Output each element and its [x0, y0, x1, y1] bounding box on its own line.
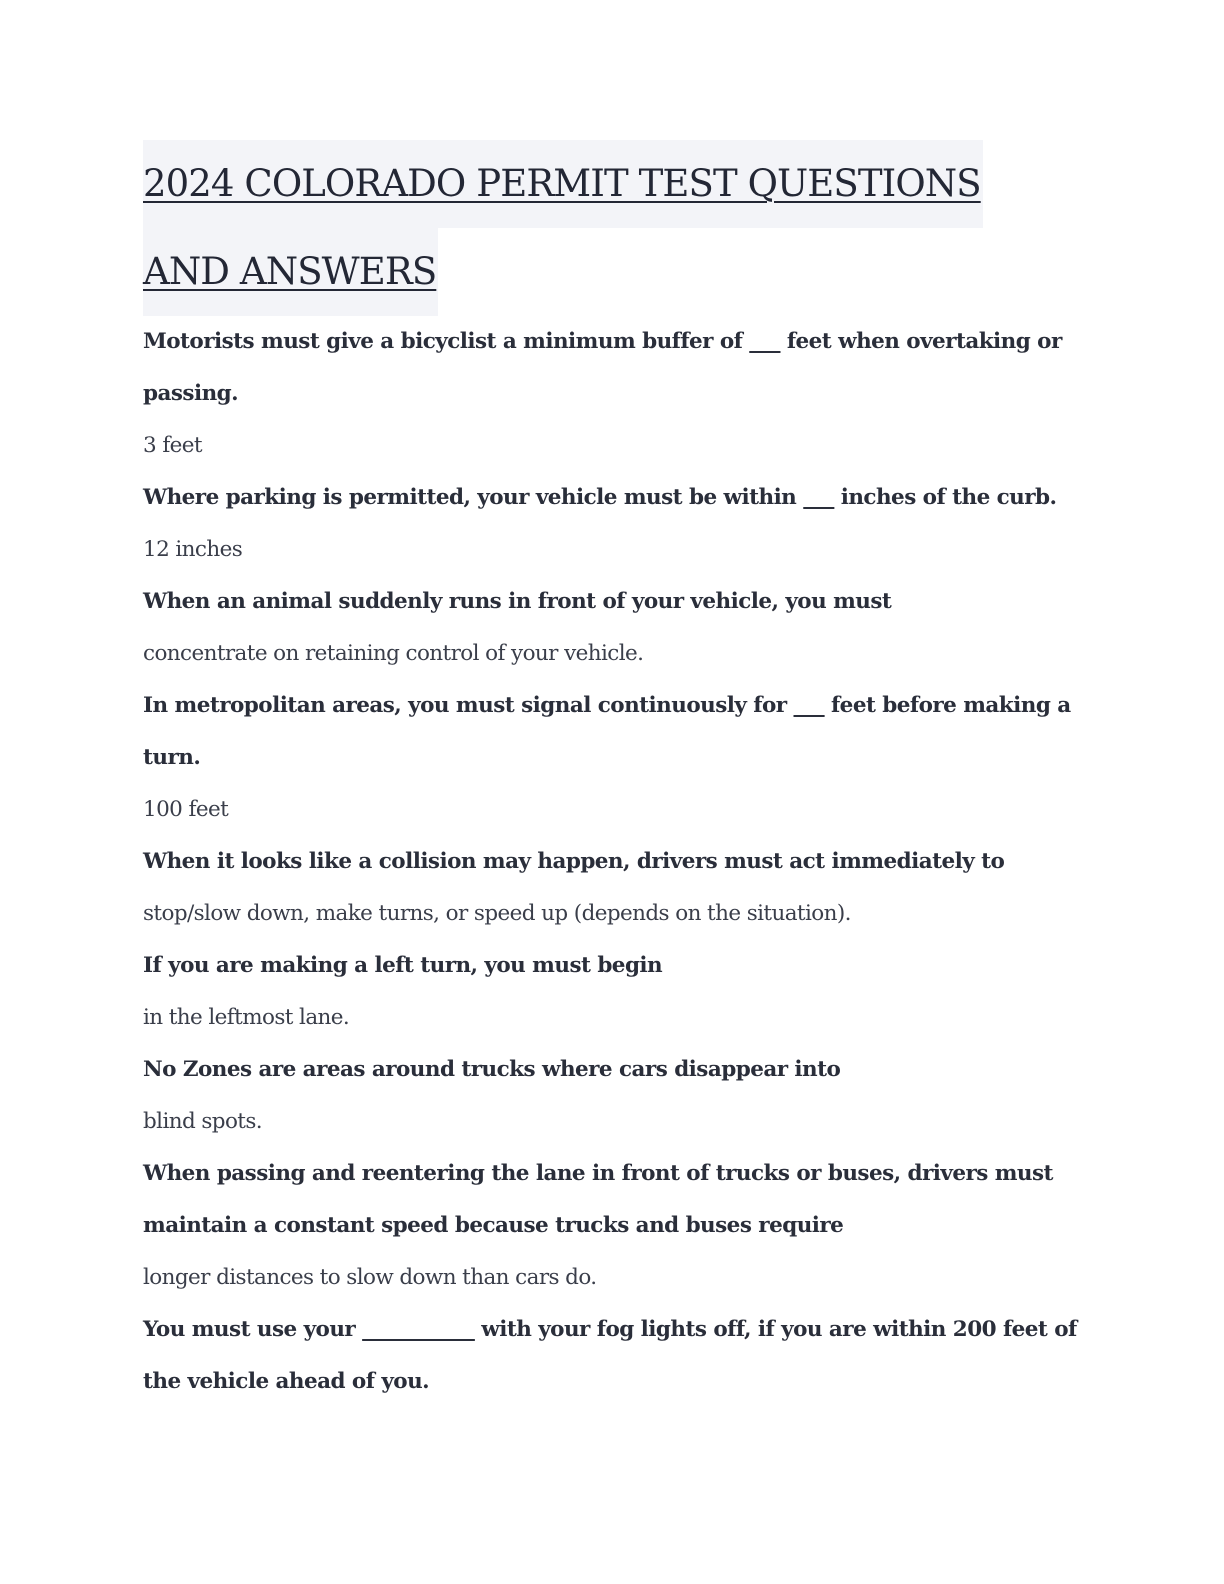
question-4: In metropolitan areas, you must signal continuously for ___ feet before making a turn.: [143, 693, 1071, 770]
answer-5: stop/slow down, make turns, or speed up (depends on the situation).: [143, 901, 851, 926]
question-7: No Zones are areas around trucks where cars disappear into: [143, 1057, 841, 1082]
answer-7: blind spots.: [143, 1109, 263, 1134]
answer-3: concentrate on retaining control of your vehicle.: [143, 641, 644, 666]
title-line-2: AND ANSWERS: [143, 228, 438, 316]
question-9: You must use your ___________ with your fog lights off, if you are within 200 feet of the vehicle ahead of you.: [143, 1317, 1077, 1394]
answer-8: longer distances to slow down than cars do.: [143, 1265, 597, 1290]
answer-2: 12 inches: [143, 537, 243, 562]
question-8: When passing and reentering the lane in front of trucks or buses, drivers must maintain a constant speed because trucks and buses require: [143, 1161, 1053, 1238]
document-title: [143, 140, 1083, 316]
title-line-1: 2024 COLORADO PERMIT TEST QUESTIONS: [143, 140, 983, 228]
question-2: Where parking is permitted, your vehicle must be within ___ inches of the curb.: [143, 485, 1057, 510]
qa-list: [143, 316, 1083, 1408]
question-1: Motorists must give a bicyclist a minimum buffer of ___ feet when overtaking or passing.: [143, 329, 1062, 406]
question-6: If you are making a left turn, you must begin: [143, 953, 663, 978]
document-page: [143, 140, 1083, 1408]
answer-6: in the leftmost lane.: [143, 1005, 350, 1030]
question-3: When an animal suddenly runs in front of your vehicle, you must: [143, 589, 892, 614]
answer-4: 100 feet: [143, 797, 229, 822]
question-5: When it looks like a collision may happen, drivers must act immediately to: [143, 849, 1005, 874]
answer-1: 3 feet: [143, 433, 202, 458]
